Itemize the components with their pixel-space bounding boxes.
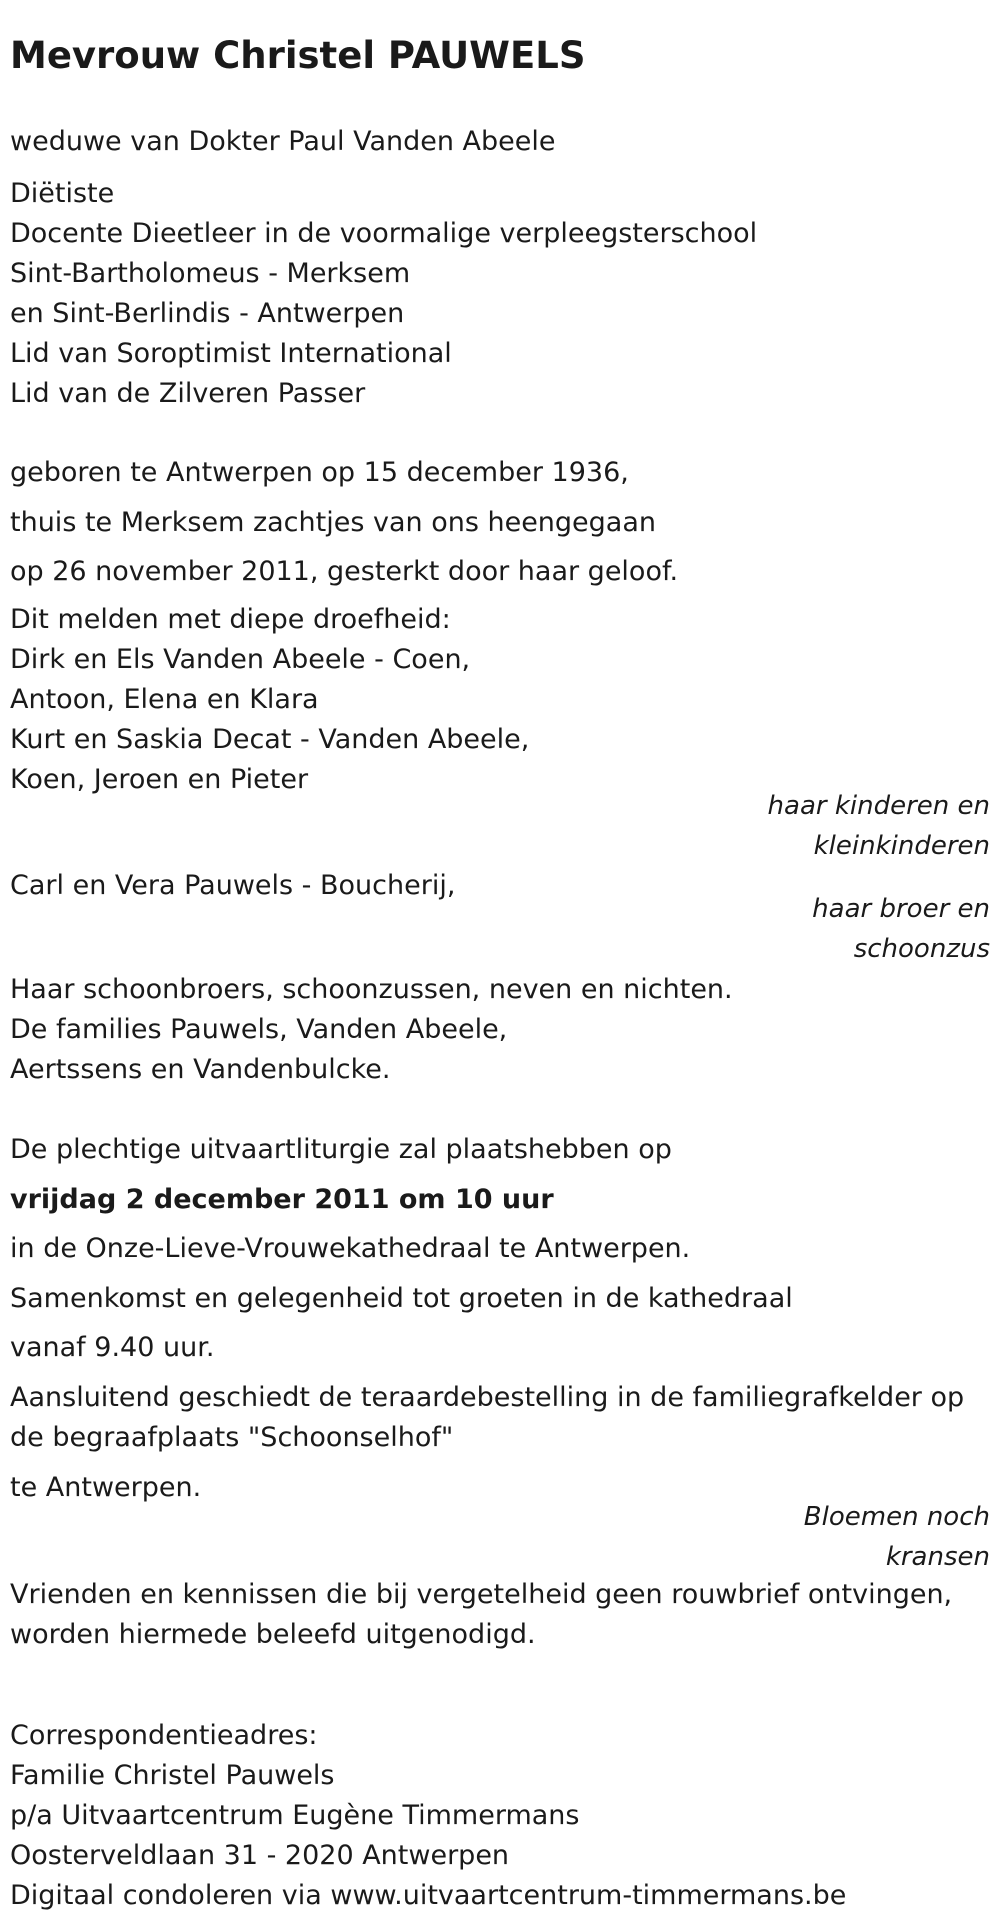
children-block [10,600,529,800]
correspondence-line: p/a Uitvaartcentrum Eugène Timmermans [10,1800,580,1831]
sibling-text: Carl en Vera Pauwels - Boucherij, [10,870,456,901]
burial-city [10,1468,201,1508]
gathering-time [10,1328,214,1368]
birth-line [10,453,629,493]
roles-block [10,174,757,414]
funeral-line: Aansluitend geschiedt de teraardebestelling in de familiegrafkelder op [10,1382,965,1413]
page-title: Mevrouw Christel PAUWELS [10,34,586,77]
role-line: Docente Dieetleer in de voormalige verpleegsterschool [10,218,758,249]
role-line: Lid van de Zilveren Passer [10,378,366,409]
sibling-line [10,866,455,906]
relatives-line: Haar schoonbroers, schoonzussen, neven en nichten. [10,974,733,1005]
label-line: Bloemen noch [803,1502,990,1532]
role-line: en Sint-Berlindis - Antwerpen [10,298,405,329]
funeral-line: in de Onze-Lieve-Vrouwekathedraal te Antwerpen. [10,1233,691,1264]
invitation-block [10,1575,952,1655]
invitation-line: worden hiermede beleefd uitgenodigd. [10,1619,536,1650]
label-line: schoonzus [853,934,990,964]
life-line: thuis te Merksem zachtjes van ons heengegaan [10,507,657,538]
funeral-intro [10,1130,672,1170]
death-line [10,503,656,543]
label-line: kleinkinderen [813,831,990,861]
relatives-line: Aertssens en Vandenbulcke. [10,1054,391,1085]
role-line: Lid van Soroptimist International [10,338,452,369]
sibling-label [660,889,990,969]
funeral-line: de begraafplaats "Schoonselhof" [10,1422,454,1453]
funeral-date-text: vrijdag 2 december 2011 om 10 uur [10,1184,554,1215]
correspondence-line: Familie Christel Pauwels [10,1760,335,1791]
role-line: Diëtiste [10,178,115,209]
funeral-line: vanaf 9.40 uur. [10,1332,215,1363]
funeral-line: te Antwerpen. [10,1472,202,1503]
label-line: haar broer en [812,894,990,924]
relatives-line: De families Pauwels, Vanden Abeele, [10,1014,508,1045]
child-line: Koen, Jeroen en Pieter [10,764,309,795]
condolence-link: Digitaal condoleren via www.uitvaartcentrum-timmermans.be [10,1880,847,1911]
announce-intro: Dit melden met diepe droefheid: [10,604,451,635]
label-line: haar kinderen en [767,791,990,821]
spouse-line [10,122,556,162]
funeral-place [10,1229,690,1269]
gathering-line [10,1279,793,1319]
label-line: kransen [885,1542,990,1572]
death-date-line [10,552,678,592]
child-line: Dirk en Els Vanden Abeele - Coen, [10,644,471,675]
life-line: geboren te Antwerpen op 15 december 1936, [10,457,629,488]
relatives-block [10,970,733,1090]
funeral-line: Samenkomst en gelegenheid tot groeten in de kathedraal [10,1283,793,1314]
life-line: op 26 november 2011, gesterkt door haar geloof. [10,556,679,587]
spouse-text: weduwe van Dokter Paul Vanden Abeele [10,126,556,157]
correspondence-line: Oosterveldlaan 31 - 2020 Antwerpen [10,1840,510,1871]
flowers-label [660,1497,990,1577]
funeral-date [10,1180,554,1220]
children-label [660,786,990,866]
child-line: Antoon, Elena en Klara [10,684,319,715]
invitation-line: Vrienden en kennissen die bij vergetelheid geen rouwbrief ontvingen, [10,1579,953,1610]
burial-block [10,1378,964,1458]
correspondence-block [10,1716,846,1916]
correspondence-line: Correspondentieadres: [10,1720,318,1751]
child-line: Kurt en Saskia Decat - Vanden Abeele, [10,724,530,755]
funeral-line: De plechtige uitvaartliturgie zal plaatshebben op [10,1134,672,1165]
role-line: Sint-Bartholomeus - Merksem [10,258,411,289]
